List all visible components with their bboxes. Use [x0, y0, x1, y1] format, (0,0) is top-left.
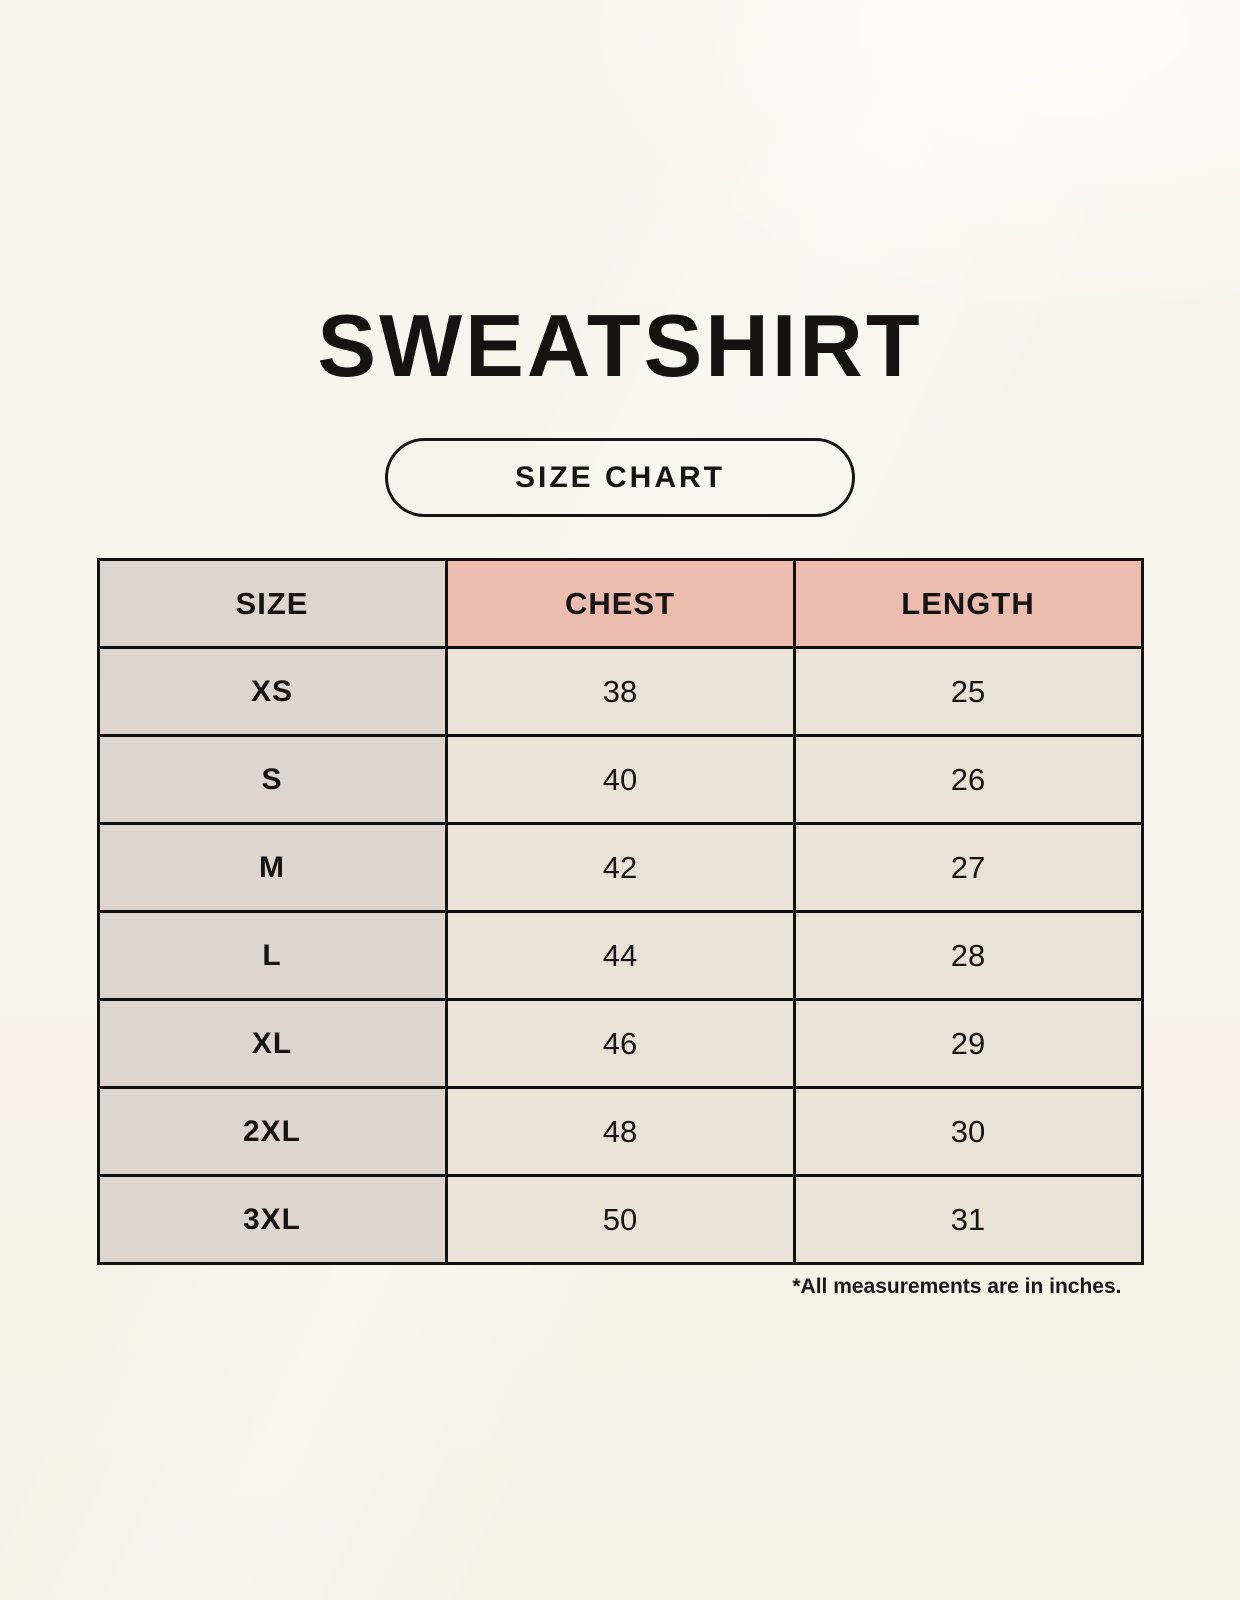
chest-value: 38: [446, 648, 794, 736]
column-header-chest: CHEST: [446, 560, 794, 648]
size-label: L: [98, 912, 446, 1000]
chest-value: 42: [446, 824, 794, 912]
table-row: [98, 912, 1142, 1000]
size-label: XS: [98, 648, 446, 736]
size-label: XL: [98, 1000, 446, 1088]
size-label: S: [98, 736, 446, 824]
length-value: 29: [794, 1000, 1142, 1088]
length-value: 31: [794, 1176, 1142, 1264]
size-chart-button[interactable]: [385, 438, 855, 517]
size-label: 2XL: [98, 1088, 446, 1176]
chest-value: 50: [446, 1176, 794, 1264]
size-chart-button-label: SIZE CHART: [515, 460, 725, 494]
length-value: 26: [794, 736, 1142, 824]
table-row: [98, 824, 1142, 912]
chest-value: 48: [446, 1088, 794, 1176]
table-row: [98, 648, 1142, 736]
page-title: SWEATSHIRT: [317, 296, 923, 395]
table-row: [98, 736, 1142, 824]
chest-value: 46: [446, 1000, 794, 1088]
length-value: 28: [794, 912, 1142, 1000]
table-row: [98, 1176, 1142, 1264]
column-header-size: SIZE: [98, 560, 446, 648]
table-row: [98, 1088, 1142, 1176]
measurements-footnote: *All measurements are in inches.: [792, 1275, 1122, 1298]
size-label: 3XL: [98, 1176, 446, 1264]
chest-value: 44: [446, 912, 794, 1000]
chest-value: 40: [446, 736, 794, 824]
table-row: [98, 1000, 1142, 1088]
length-value: 27: [794, 824, 1142, 912]
length-value: 25: [794, 648, 1142, 736]
table-header-row: [98, 560, 1142, 648]
size-label: M: [98, 824, 446, 912]
length-value: 30: [794, 1088, 1142, 1176]
size-table: [97, 558, 1144, 1265]
column-header-length: LENGTH: [794, 560, 1142, 648]
